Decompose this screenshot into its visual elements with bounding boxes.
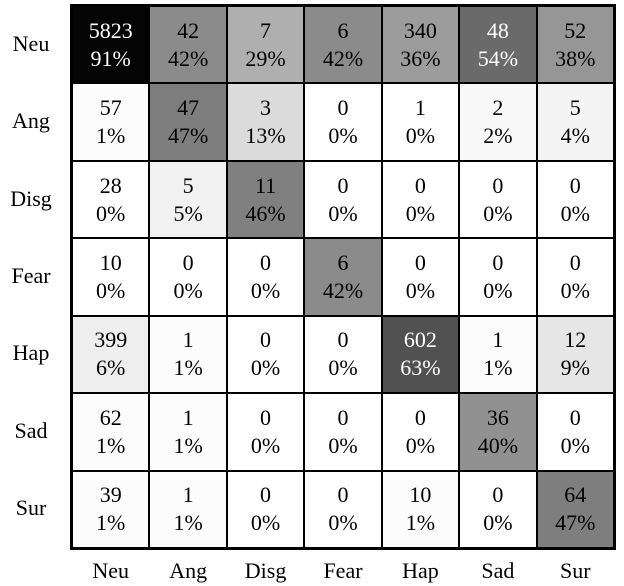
cell-count: 28 [99,172,122,198]
matrix-cell [72,161,149,238]
matrix-cell [537,393,614,470]
cell-percent: 5% [173,200,203,226]
matrix-grid [70,4,616,550]
cell-percent: 47% [555,510,596,536]
cell-count: 12 [564,327,587,353]
cell-percent: 0% [250,277,281,303]
cell-percent: 2% [483,123,513,149]
cell-percent: 91% [90,45,131,71]
cell-percent: 0% [405,200,436,226]
cell-count: 57 [99,95,122,121]
cell-count: 0 [337,482,349,508]
cell-count: 52 [564,17,587,43]
matrix-cell [537,6,614,83]
cell-count: 39 [99,482,122,508]
matrix-cell [227,316,304,393]
cell-percent: 40% [477,432,519,458]
row-label: Disg [10,185,52,211]
cell-percent: 42% [167,45,209,71]
cell-percent: 1% [173,355,203,381]
column-label: Fear [323,558,363,583]
cell-count: 11 [254,172,277,198]
cell-count: 0 [260,327,272,353]
cell-count: 64 [564,482,587,508]
cell-percent: 0% [405,123,436,149]
matrix-cell [227,238,304,315]
column-label: Sur [559,558,591,583]
cell-count: 1 [182,327,194,353]
cell-percent: 42% [322,45,364,71]
matrix-cell [149,316,226,393]
matrix-cell [304,6,381,83]
column-label: Ang [169,558,208,583]
cell-percent: 0% [173,277,203,303]
cell-count: 0 [182,249,194,275]
cell-count: 1 [182,404,194,430]
cell-count: 10 [99,249,122,275]
cell-percent: 54% [477,45,519,71]
matrix-cell [227,6,304,83]
cell-percent: 0% [328,123,358,149]
cell-percent: 13% [245,123,286,149]
cell-percent: 0% [250,355,281,381]
cell-count: 0 [569,249,581,275]
cell-percent: 47% [167,123,209,149]
matrix-cell [72,316,149,393]
cell-percent: 38% [555,45,596,71]
column-label: Hap [402,558,439,583]
cell-percent: 9% [560,355,590,381]
matrix-cell [227,393,304,470]
cell-count: 2 [492,95,504,121]
cell-count: 62 [99,404,122,430]
row-label: Fear [11,263,51,288]
matrix-cell [304,393,381,470]
matrix-cell [149,161,226,238]
cell-percent: 0% [560,200,590,226]
cell-count: 42 [177,17,200,43]
cell-percent: 1% [173,510,203,536]
matrix-cell [72,83,149,160]
cell-percent: 0% [250,432,281,458]
matrix-cell [459,238,536,315]
cell-count: 399 [94,327,128,353]
matrix-cell [382,471,459,548]
matrix-cell [382,316,459,393]
cell-count: 7 [260,17,272,43]
cell-percent: 4% [560,123,590,149]
cell-percent: 0% [560,277,590,303]
cell-count: 0 [337,404,349,430]
matrix-cell [72,393,149,470]
matrix-cell [72,471,149,548]
cell-count: 0 [414,249,426,275]
cell-percent: 0% [405,277,436,303]
cell-percent: 46% [245,200,286,226]
matrix-cell [149,83,226,160]
matrix-cell [382,238,459,315]
column-label: Disg [244,558,287,583]
cell-percent: 29% [245,45,286,71]
cell-count: 10 [409,482,432,508]
cell-count: 0 [569,404,581,430]
cell-count: 0 [414,172,426,198]
cell-percent: 0% [483,277,513,303]
matrix-cell [459,83,536,160]
cell-percent: 1% [173,432,203,458]
matrix-cell [537,83,614,160]
matrix-cell [382,6,459,83]
cell-count: 340 [403,17,437,43]
cell-percent: 42% [322,277,364,303]
matrix-cell [227,161,304,238]
cell-count: 48 [486,17,509,43]
column-label: Neu [92,558,130,583]
matrix-cell [537,316,614,393]
cell-percent: 1% [405,510,436,536]
cell-percent: 63% [400,355,441,381]
cell-count: 0 [569,172,581,198]
cell-count: 0 [492,482,504,508]
matrix-cell [72,238,149,315]
row-label: Neu [12,30,50,56]
cell-count: 6 [337,17,349,43]
matrix-cell [227,83,304,160]
cell-count: 0 [337,172,349,198]
matrix-cell [459,471,536,548]
cell-count: 602 [403,327,437,353]
matrix-cell [459,6,536,83]
cell-percent: 0% [483,200,513,226]
cell-percent: 0% [96,200,126,226]
cell-percent: 0% [96,277,126,303]
cell-count: 5 [182,172,194,198]
matrix-cell [149,6,226,83]
matrix-cell [459,161,536,238]
cell-count: 0 [260,404,272,430]
cell-percent: 0% [328,200,358,226]
cell-count: 36 [486,404,509,430]
matrix-cell [227,471,304,548]
cell-count: 5 [569,95,581,121]
cell-count: 0 [492,249,504,275]
matrix-cell [72,6,149,83]
row-label: Hap [12,340,50,366]
cell-count: 3 [260,95,272,121]
matrix-cell [382,83,459,160]
matrix-cell [149,238,226,315]
matrix-cell [304,161,381,238]
cell-percent: 6% [96,355,126,381]
cell-percent: 0% [560,432,590,458]
cell-count: 1 [414,95,426,121]
cell-percent: 1% [96,123,126,149]
row-label: Sad [14,417,48,443]
cell-count: 5823 [88,17,133,43]
cell-count: 0 [260,482,272,508]
cell-count: 0 [414,404,426,430]
matrix-cell [149,393,226,470]
cell-percent: 1% [96,432,126,458]
matrix-cell [304,316,381,393]
cell-count: 0 [337,95,349,121]
cell-count: 1 [492,327,504,353]
cell-count: 0 [260,249,272,275]
cell-count: 0 [337,327,349,353]
matrix-cell [304,238,381,315]
matrix-cell [459,393,536,470]
row-label: Ang [12,108,50,134]
cell-percent: 0% [483,510,513,536]
column-label: Sad [481,558,515,583]
matrix-cell [537,238,614,315]
cell-percent: 0% [328,432,358,458]
cell-percent: 0% [328,510,358,536]
cell-percent: 36% [400,45,441,71]
matrix-cell [382,161,459,238]
matrix-cell [382,393,459,470]
matrix-cell [537,471,614,548]
row-label: Sur [15,495,47,521]
cell-count: 47 [177,95,200,121]
matrix-cell [537,161,614,238]
cell-count: 0 [492,172,504,198]
matrix-cell [459,316,536,393]
cell-percent: 0% [328,355,358,381]
cell-count: 6 [337,249,349,275]
cell-count: 1 [182,482,194,508]
matrix-cell [149,471,226,548]
cell-percent: 0% [250,510,281,536]
cell-percent: 1% [483,355,513,381]
matrix-cell [304,83,381,160]
matrix-cell [304,471,381,548]
cell-percent: 0% [405,432,436,458]
cell-percent: 1% [96,510,126,536]
